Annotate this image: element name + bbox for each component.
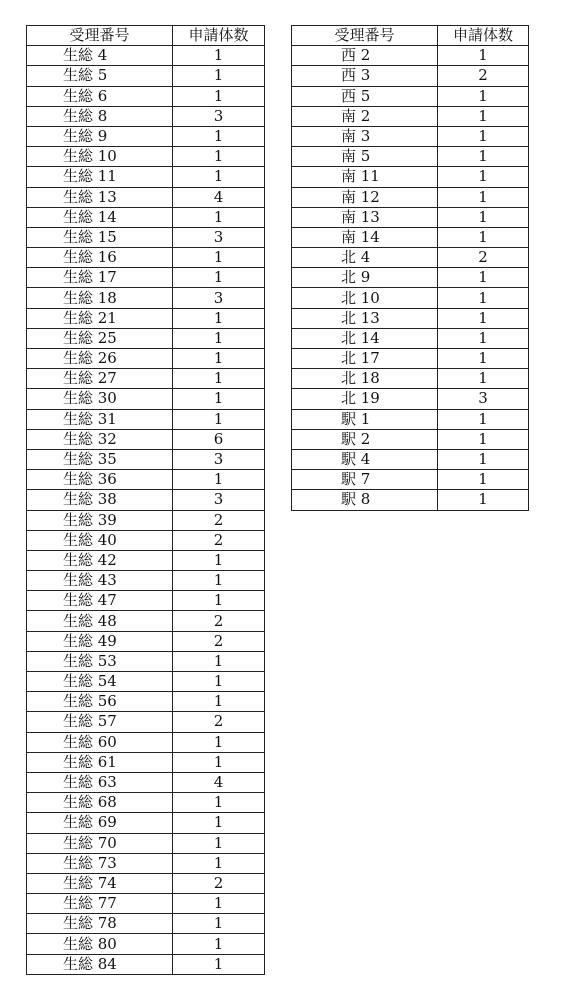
cell-id: 生総 56	[27, 692, 173, 712]
table-row	[292, 66, 529, 86]
cell-id: 生総 48	[27, 611, 173, 631]
table-row	[27, 571, 265, 591]
cell-count: 3	[173, 227, 265, 247]
cell-count: 1	[173, 470, 265, 490]
cell-count: 1	[173, 147, 265, 167]
table-row	[27, 389, 265, 409]
cell-count: 1	[438, 46, 529, 66]
cell-id: 西 2	[292, 46, 438, 66]
cell-id: 北 13	[292, 308, 438, 328]
table-row	[292, 349, 529, 369]
table-row	[27, 349, 265, 369]
cell-count: 1	[173, 853, 265, 873]
cell-id: 生総 8	[27, 106, 173, 126]
table-row	[292, 369, 529, 389]
table-row	[27, 853, 265, 873]
cell-count: 2	[173, 873, 265, 893]
cell-id: 北 19	[292, 389, 438, 409]
table-row	[27, 692, 265, 712]
cell-count: 1	[173, 914, 265, 934]
table-row	[27, 793, 265, 813]
cell-id: 生総 39	[27, 510, 173, 530]
cell-count: 2	[173, 510, 265, 530]
cell-count: 1	[173, 651, 265, 671]
header-id: 受理番号	[292, 26, 438, 46]
table-row	[292, 227, 529, 247]
cell-count: 6	[173, 429, 265, 449]
table-row	[292, 187, 529, 207]
table-row	[292, 389, 529, 409]
cell-id: 生総 57	[27, 712, 173, 732]
cell-id: 生総 84	[27, 954, 173, 974]
cell-id: 西 3	[292, 66, 438, 86]
table-row	[27, 631, 265, 651]
table-row	[27, 470, 265, 490]
cell-id: 生総 40	[27, 530, 173, 550]
cell-count: 1	[173, 46, 265, 66]
table-row	[27, 449, 265, 469]
cell-id: 生総 78	[27, 914, 173, 934]
cell-count: 1	[173, 167, 265, 187]
cell-count: 1	[173, 389, 265, 409]
left-table	[26, 25, 265, 975]
table-row	[27, 833, 265, 853]
cell-count: 1	[173, 571, 265, 591]
cell-count: 1	[173, 268, 265, 288]
table-row	[292, 147, 529, 167]
table-row	[27, 752, 265, 772]
table-row	[27, 510, 265, 530]
table-row	[292, 106, 529, 126]
table-row	[27, 46, 265, 66]
cell-count: 1	[438, 409, 529, 429]
cell-id: 生総 54	[27, 672, 173, 692]
cell-id: 生総 60	[27, 732, 173, 752]
cell-count: 1	[438, 126, 529, 146]
cell-id: 生総 74	[27, 873, 173, 893]
cell-count: 1	[173, 248, 265, 268]
cell-count: 1	[173, 207, 265, 227]
table-row	[292, 46, 529, 66]
table-row	[292, 490, 529, 510]
cell-count: 1	[438, 308, 529, 328]
header-row	[27, 26, 265, 46]
table-row	[27, 591, 265, 611]
table-row	[27, 712, 265, 732]
cell-count: 3	[438, 389, 529, 409]
cell-count: 1	[173, 894, 265, 914]
cell-count: 1	[173, 328, 265, 348]
table-row	[27, 732, 265, 752]
table-row	[27, 550, 265, 570]
cell-count: 1	[173, 591, 265, 611]
cell-count: 1	[438, 449, 529, 469]
cell-id: 生総 16	[27, 248, 173, 268]
table-row	[292, 470, 529, 490]
table-row	[27, 934, 265, 954]
table-row	[292, 409, 529, 429]
cell-id: 南 14	[292, 227, 438, 247]
cell-id: 生総 77	[27, 894, 173, 914]
cell-id: 北 4	[292, 248, 438, 268]
table-row	[292, 288, 529, 308]
cell-id: 北 9	[292, 268, 438, 288]
cell-id: 北 14	[292, 328, 438, 348]
table-row	[27, 207, 265, 227]
table-row	[27, 611, 265, 631]
cell-id: 生総 47	[27, 591, 173, 611]
cell-id: 南 2	[292, 106, 438, 126]
cell-id: 生総 53	[27, 651, 173, 671]
header-id: 受理番号	[27, 26, 173, 46]
cell-count: 2	[173, 530, 265, 550]
table-row	[27, 530, 265, 550]
table-row	[27, 328, 265, 348]
cell-count: 1	[438, 268, 529, 288]
cell-count: 1	[438, 349, 529, 369]
table-row	[292, 167, 529, 187]
cell-count: 1	[173, 86, 265, 106]
table-row	[27, 813, 265, 833]
cell-count: 1	[173, 672, 265, 692]
cell-id: 生総 27	[27, 369, 173, 389]
cell-count: 1	[438, 167, 529, 187]
cell-count: 1	[173, 126, 265, 146]
cell-id: 生総 5	[27, 66, 173, 86]
header-count: 申請体数	[173, 26, 265, 46]
table-row	[27, 268, 265, 288]
cell-id: 生総 4	[27, 46, 173, 66]
cell-count: 1	[173, 66, 265, 86]
table-row	[292, 328, 529, 348]
cell-id: 北 18	[292, 369, 438, 389]
table-row	[27, 106, 265, 126]
cell-count: 4	[173, 187, 265, 207]
cell-id: 北 10	[292, 288, 438, 308]
cell-count: 1	[438, 187, 529, 207]
cell-count: 1	[173, 409, 265, 429]
cell-id: 生総 13	[27, 187, 173, 207]
cell-id: 生総 38	[27, 490, 173, 510]
cell-count: 2	[173, 631, 265, 651]
cell-id: 生総 80	[27, 934, 173, 954]
table-row	[292, 248, 529, 268]
table-row	[27, 873, 265, 893]
table-row	[292, 308, 529, 328]
cell-count: 1	[438, 470, 529, 490]
cell-id: 生総 30	[27, 389, 173, 409]
cell-count: 1	[173, 934, 265, 954]
cell-id: 生総 26	[27, 349, 173, 369]
table-row	[27, 429, 265, 449]
cell-id: 生総 49	[27, 631, 173, 651]
cell-count: 3	[173, 490, 265, 510]
cell-count: 1	[438, 207, 529, 227]
cell-id: 生総 63	[27, 772, 173, 792]
cell-id: 南 3	[292, 126, 438, 146]
cell-count: 1	[438, 106, 529, 126]
cell-count: 1	[438, 369, 529, 389]
table-row	[27, 651, 265, 671]
cell-id: 駅 1	[292, 409, 438, 429]
table-row	[27, 914, 265, 934]
right-table-body	[292, 46, 529, 510]
cell-count: 1	[173, 550, 265, 570]
cell-count: 3	[173, 449, 265, 469]
header-row	[292, 26, 529, 46]
cell-count: 1	[173, 692, 265, 712]
cell-id: 生総 68	[27, 793, 173, 813]
table-row	[27, 248, 265, 268]
table-row	[27, 490, 265, 510]
cell-id: 生総 6	[27, 86, 173, 106]
cell-id: 生総 42	[27, 550, 173, 570]
table-row	[27, 66, 265, 86]
table-row	[27, 147, 265, 167]
table-row	[292, 268, 529, 288]
table-row	[27, 672, 265, 692]
cell-id: 生総 73	[27, 853, 173, 873]
table-row	[292, 207, 529, 227]
cell-id: 生総 36	[27, 470, 173, 490]
cell-id: 生総 18	[27, 288, 173, 308]
cell-count: 1	[173, 813, 265, 833]
cell-id: 駅 4	[292, 449, 438, 469]
cell-id: 北 17	[292, 349, 438, 369]
table-row	[27, 369, 265, 389]
table-row	[27, 954, 265, 974]
table-row	[27, 288, 265, 308]
cell-id: 生総 35	[27, 449, 173, 469]
cell-count: 1	[173, 308, 265, 328]
table-row	[292, 86, 529, 106]
cell-count: 4	[173, 772, 265, 792]
cell-id: 生総 43	[27, 571, 173, 591]
cell-id: 駅 8	[292, 490, 438, 510]
cell-count: 2	[438, 248, 529, 268]
table-row	[292, 429, 529, 449]
cell-count: 1	[438, 288, 529, 308]
cell-count: 1	[438, 429, 529, 449]
cell-id: 生総 31	[27, 409, 173, 429]
cell-id: 生総 17	[27, 268, 173, 288]
cell-count: 2	[173, 611, 265, 631]
cell-count: 1	[438, 147, 529, 167]
cell-id: 生総 21	[27, 308, 173, 328]
cell-id: 南 12	[292, 187, 438, 207]
cell-count: 2	[173, 712, 265, 732]
table-row	[27, 308, 265, 328]
cell-count: 1	[173, 369, 265, 389]
table-row	[27, 187, 265, 207]
cell-count: 1	[438, 227, 529, 247]
cell-count: 1	[438, 490, 529, 510]
cell-id: 生総 10	[27, 147, 173, 167]
table-row	[27, 772, 265, 792]
table-row	[27, 167, 265, 187]
cell-count: 1	[173, 752, 265, 772]
cell-id: 駅 7	[292, 470, 438, 490]
cell-id: 生総 70	[27, 833, 173, 853]
header-count: 申請体数	[438, 26, 529, 46]
cell-id: 生総 32	[27, 429, 173, 449]
cell-id: 生総 14	[27, 207, 173, 227]
cell-id: 生総 69	[27, 813, 173, 833]
table-row	[27, 86, 265, 106]
cell-count: 3	[173, 106, 265, 126]
cell-count: 1	[173, 954, 265, 974]
cell-count: 1	[438, 328, 529, 348]
table-row	[27, 894, 265, 914]
cell-count: 1	[438, 86, 529, 106]
table-row	[27, 227, 265, 247]
cell-count: 1	[173, 793, 265, 813]
left-table-body	[27, 46, 265, 975]
cell-count: 2	[438, 66, 529, 86]
cell-count: 3	[173, 288, 265, 308]
cell-id: 南 11	[292, 167, 438, 187]
cell-id: 生総 15	[27, 227, 173, 247]
right-table	[291, 25, 529, 511]
cell-id: 生総 61	[27, 752, 173, 772]
cell-id: 生総 25	[27, 328, 173, 348]
table-row	[27, 409, 265, 429]
cell-id: 西 5	[292, 86, 438, 106]
cell-count: 1	[173, 833, 265, 853]
cell-id: 駅 2	[292, 429, 438, 449]
cell-count: 1	[173, 732, 265, 752]
table-row	[292, 126, 529, 146]
table-row	[27, 126, 265, 146]
cell-id: 生総 9	[27, 126, 173, 146]
cell-id: 生総 11	[27, 167, 173, 187]
cell-id: 南 5	[292, 147, 438, 167]
table-row	[292, 449, 529, 469]
cell-id: 南 13	[292, 207, 438, 227]
cell-count: 1	[173, 349, 265, 369]
